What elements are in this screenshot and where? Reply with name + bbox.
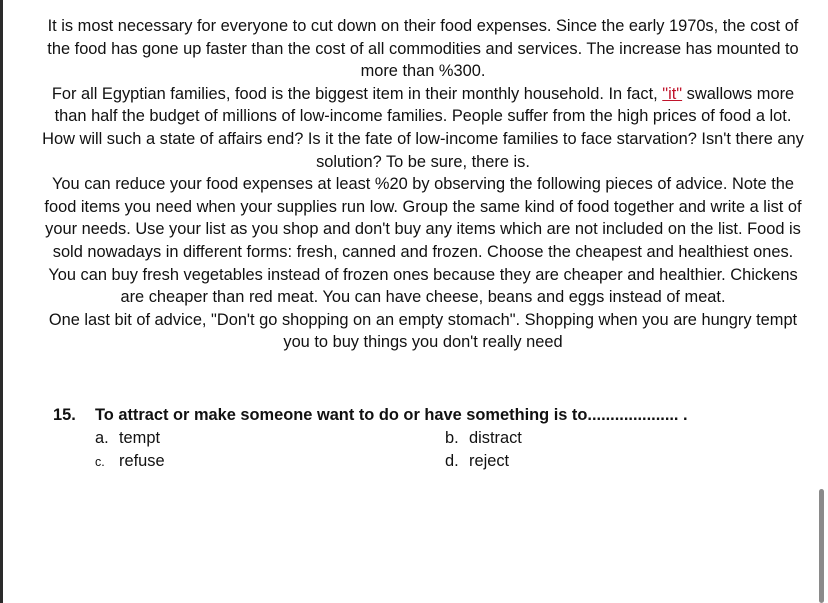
pronoun-reference-it: "it" (662, 84, 683, 103)
question-stem (53, 404, 793, 427)
option-a[interactable] (95, 427, 160, 450)
question-number: 15. (53, 406, 76, 424)
option-d-letter: d. (445, 451, 459, 470)
option-d[interactable] (445, 450, 509, 473)
option-a-text: tempt (119, 428, 160, 447)
window-left-edge (0, 0, 3, 603)
passage-paragraph-1: It is most necessary for everyone to cut down on their food expenses. Since the early 1970s, the cost of the food has gone up faster than the cost of all commodities and services. The increase has mounted to more than %300. (47, 17, 799, 81)
option-b-letter: b. (445, 428, 459, 447)
passage-paragraph-4: One last bit of advice, "Don't go shopping on an empty stomach". Shopping when you are hungry tempt you to buy things you don't really need (48, 310, 798, 352)
option-b-text: distract (469, 428, 522, 447)
answer-options (53, 427, 793, 473)
option-a-letter: a. (95, 428, 109, 447)
question-text: To attract or make someone want to do or have something is to.................... . (95, 406, 688, 424)
vertical-scrollbar[interactable] (819, 489, 824, 603)
option-c-letter: c. (95, 454, 105, 469)
passage-paragraph-2 (42, 83, 804, 173)
option-c-text: refuse (119, 451, 165, 470)
option-b[interactable] (445, 427, 522, 450)
passage-paragraph-3: You can reduce your food expenses at least %20 by observing the following pieces of advice. Note the food items you need when your supplies run low. Group the same kind of food together and write a list of your needs. Use your list as you shop and don't buy any items which are not included on the list. Food is sold nowadays in different forms: fresh, canned and frozen. Choose the cheapest and healthiest ones. You can buy fresh vegetables instead of frozen ones because they are cheaper and healthier. Chickens are cheaper than red meat. You can have cheese, beans and eggs instead of meat. (44, 175, 802, 307)
paragraph-2-text-start: For all Egyptian families, food is the biggest item in their monthly household. In fact, (51, 84, 663, 103)
reading-passage (42, 15, 804, 354)
paragraph-2-text-end: swallows more than half the budget of millions of low-income families. People suffer from the high prices of food a lot. How will such a state of affairs end? Is it the fate of low-income families to face starvation? Isn't there any solution? To be sure, there is. (42, 84, 804, 171)
option-d-text: reject (469, 451, 510, 470)
question-15 (53, 404, 793, 473)
option-c[interactable] (95, 450, 165, 474)
